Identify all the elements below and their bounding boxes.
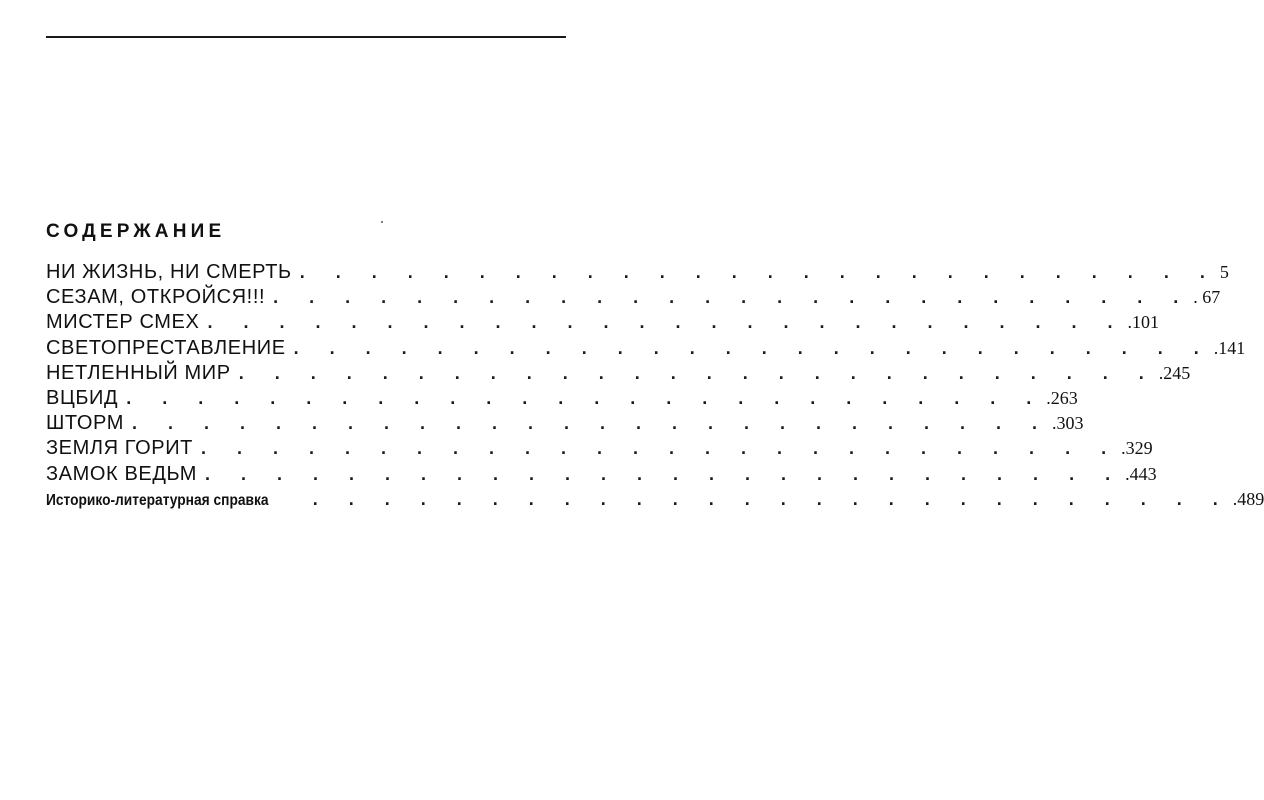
entry-page-number: .303 [1052, 413, 1084, 434]
dot-leader: . . . . . . . . . . . . . . . . . . . . . . . . . . [126, 387, 1045, 408]
top-rule [46, 36, 566, 38]
dot-leader: . . . . . . . . . . . . . . . . . . . . . . . . . . [273, 287, 1192, 308]
entry-title: Историко-литературная справка [46, 488, 275, 513]
toc-entry[interactable] [46, 487, 1264, 512]
entry-title: ШТОРМ [46, 411, 132, 436]
entry-page-number: .443 [1125, 463, 1157, 484]
entry-page-number: .101 [1127, 312, 1159, 333]
print-speck [381, 221, 383, 223]
entry-title: НЕТЛЕННЫЙ МИР [46, 361, 239, 386]
toc-entry[interactable] [46, 386, 1078, 411]
entry-title: СЕЗАМ, ОТКРОЙСЯ!!! [46, 285, 273, 310]
dot-leader: . . . . . . . . . . . . . . . . . . . . . . . . . . [131, 413, 1051, 434]
toc-entry[interactable] [46, 310, 1159, 335]
entry-page-number: .141 [1213, 337, 1246, 358]
toc-entry[interactable] [46, 436, 1153, 461]
toc-entry[interactable] [46, 260, 1229, 285]
dot-leader: . . . . . . . . . . . . . . . . . . . . . . . . . . [312, 488, 1231, 509]
entry-page-number: . 67 [1193, 287, 1221, 308]
entry-page-number: 5 [1219, 262, 1229, 282]
contents-heading: СОДЕРЖАНИЕ [46, 221, 226, 242]
entry-page-number: .245 [1158, 362, 1191, 383]
entry-page-number: .489 [1232, 488, 1264, 509]
dot-leader: . . . . . . . . . . . . . . . . . . . . . . . . . . [293, 337, 1212, 358]
dot-leader: . . . . . . . . . . . . . . . . . . . . . . . . . . [238, 362, 1157, 383]
toc-entry[interactable] [46, 462, 1157, 487]
toc-entry[interactable] [46, 411, 1084, 436]
entry-title: НИ ЖИЗНЬ, НИ СМЕРТЬ [46, 260, 300, 285]
toc-entry[interactable] [46, 336, 1246, 361]
dot-leader: . . . . . . . . . . . . . . . . . . . . . . . . . . [201, 438, 1120, 459]
entry-title: СВЕТОПРЕСТАВЛЕНИЕ [46, 336, 294, 361]
entry-page-number: .329 [1121, 438, 1153, 459]
dot-leader: . . . . . . . . . . . . . . . . . . . . . . . . . . [299, 262, 1218, 282]
toc-entry[interactable] [46, 285, 1221, 310]
entry-title: МИСТЕР СМЕХ [46, 310, 207, 335]
toc-entry[interactable] [46, 361, 1191, 386]
entry-page-number: .263 [1046, 387, 1078, 408]
table-of-contents [46, 260, 1264, 512]
entry-title: ВЦБИД [46, 386, 126, 411]
dot-leader: . . . . . . . . . . . . . . . . . . . . . . . . . . [205, 463, 1124, 484]
entry-title: ЗАМОК ВЕДЬМ [46, 462, 205, 487]
entry-title: ЗЕМЛЯ ГОРИТ [46, 436, 201, 461]
dot-leader: . . . . . . . . . . . . . . . . . . . . . . . . . . [207, 312, 1126, 333]
